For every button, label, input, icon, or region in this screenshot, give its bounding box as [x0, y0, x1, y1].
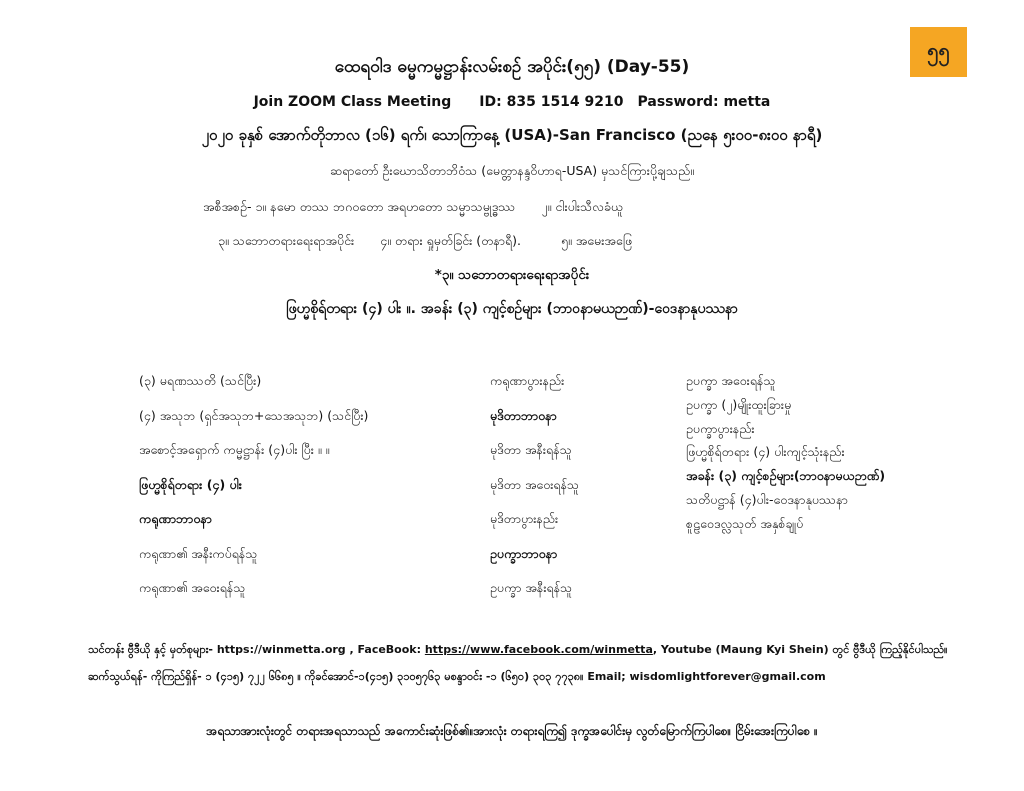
agenda-item-5: ၅။ အမေးအဖြေ — [561, 233, 633, 248]
zoom-id: ID: 835 1514 9210 — [479, 94, 624, 110]
topic-column-2 — [490, 372, 579, 614]
footer-links-prefix: သင်တန်း ဗွီဒီယို နှင့် မှတ်စုများ- https://winmetta.org , FaceBook: — [88, 643, 425, 656]
topic-item: သတိပဋ္ဌာန် (၄)ပါး-ဝေဒနာနုပဿနာ — [686, 491, 848, 507]
topic-item: ဖြဟ္မစိုရ်တရား (၄) ပါး — [139, 476, 242, 492]
topic-item: ဥပက္ခာ အဝေးရန်သူ — [686, 373, 776, 388]
zoom-meeting-info — [0, 94, 1024, 110]
agenda-item-2: ၂။ ငါးပါးသီလခံယူ — [541, 199, 624, 214]
topic-item: ဖြဟ္မစိုရ်တရား (၄) ပါးကျင့်သုံးနည်း — [686, 444, 845, 460]
closing-blessing: အရသာအားလုံးတွင် တရားအရသာသည် အကောင်းဆုံးဖြစ်၏။အားလုံး တရားရကြ၍ ဒုက္ခအပေါင်းမှ လွတ်မြောက်ကြပါစေ။ ငြိမ်းအေးကြပါစေ ။ — [206, 724, 818, 738]
subsection-heading: ဖြဟ္မစိုရ်တရား (၄) ပါး ။. အခန်း (၃) ကျင့်စဉ်များ (ဘာဝနာမယဉာဏ်)-ဝေဒနာနုပဿနာ — [286, 301, 738, 317]
topic-item: အခန်း (၃) ကျင့်စဉ်များ(ဘာဝနာမယဉာဏ်) — [686, 468, 886, 484]
topic-item: မုဒိတာ အနီးရန်သူ — [490, 442, 572, 457]
topic-column-1 — [139, 372, 368, 614]
date-line: ၂၀၂၀ ခုနှစ် အောက်တိုဘာလ (၁၆) ရက်၊ သောကြာနေ့ (USA)-San Francisco (ညနေ ၅း၀၀-၈း၀၀ နာရီ) — [201, 126, 823, 144]
footer-links-line — [88, 643, 947, 659]
topic-item: အစောင့်အရှောက် ကမ္မဋ္ဌာန်း (၄)ပါး ပြီး ။ ။ — [139, 442, 330, 457]
topic-item: စူဠဝေဒလ္လသုတ် အနှစ်ချုပ် — [686, 515, 804, 531]
topic-item: မုဒိတာ အဝေးရန်သူ — [490, 476, 580, 492]
topic-item: ကရုဏာ၏ အဝေးရန်သူ — [139, 580, 246, 595]
facebook-link[interactable]: https://www.facebook.com/winmetta — [424, 643, 653, 656]
topic-item: ကရုဏာဘာဝနာ — [139, 511, 212, 526]
topic-item: ကရုဏာ၏ အနီးကပ်ရန်သူ — [139, 545, 258, 561]
agenda-item-4: ၄။ တရား ရှုမှတ်ခြင်း (တနာရီ). — [380, 233, 521, 248]
section-heading: *၃။ သဘောတရားရေးရာအပိုင်း — [434, 267, 590, 283]
topic-item: ကရုဏာပွားနည်း — [490, 373, 565, 388]
topic-item: မုဒိတာဘာဝနာ — [490, 407, 557, 423]
topic-item: ဥပက္ခာ အနီးရန်သူ — [490, 580, 573, 595]
document-title: ထေရဝါဒ ဓမ္မကမ္မဋ္ဌာန်းလမ်းစဉ် အပိုင်း(၅၅) (Day-55) — [334, 57, 690, 77]
footer-links-suffix: , Youtube (Maung Kyi Shein) တွင် ဗွီဒီယို ကြည့်နိုင်ပါသည်။ — [652, 643, 948, 656]
topic-column-3 — [686, 372, 885, 539]
zoom-label: Join ZOOM Class Meeting — [253, 94, 452, 110]
topic-item: ဥပက္ခာဘာဝနာ — [490, 545, 558, 561]
topic-item: ဥပက္ခာပွားနည်း — [686, 420, 755, 436]
agenda-row-1 — [203, 199, 623, 218]
topic-item: ဥပက္ခာ (၂)မျိုးထူးခြားမှု — [686, 396, 792, 412]
topic-item: မုဒိတာပွားနည်း — [490, 511, 559, 526]
zoom-password: Password: metta — [637, 94, 771, 110]
agenda-row-2 — [218, 233, 632, 252]
page-number-badge: ၅၅ — [910, 27, 967, 77]
agenda-item-3: ၃။ သဘောတရားရေးရာအပိုင်း — [218, 233, 355, 248]
topic-item: (၃) မရဏဿတိ (သင်ပြီး) — [139, 373, 262, 388]
footer-contact-line: ဆက်သွယ်ရန်- ကိုကြည်ရှိန်- ၁ (၄၁၅) ၇၂၂ ၆၆၈၅ ။ ကိုခင်အောင်-၁(၄၁၅) ၃၁၀၅၇၆၃ မစန္ဒာဝင်း -၁ (၆၅၀) ၃၀၃ ၇၇၃၈။ Email; wisdomlightforever@gmail.com — [88, 670, 826, 683]
topic-item: (၄) အသုဘ (ရှင်အသုဘ+သေအသုဘ) (သင်ပြီး) — [139, 407, 369, 423]
agenda-item-1: အစီအစဉ်- ၁။ နမော တဿ ဘဂဝတော အရဟတော သမ္မာသမ္ဗုဒ္ဓဿ — [203, 199, 516, 214]
teacher-line: ဆရာတော် ဦးဃောသိတာဘိဝံသ (မေတ္တာနန္ဒဝိဟာရ-USA) မှသင်ကြားပို့ချသည်။ — [330, 163, 694, 178]
